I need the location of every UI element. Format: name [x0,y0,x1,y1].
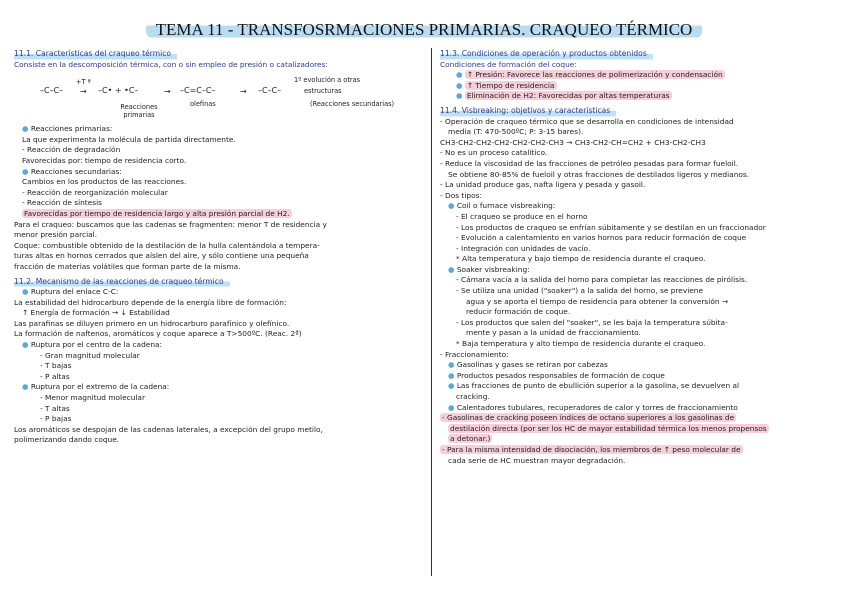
list-item: cada serie de HC muestran mayor degradación. [448,455,626,465]
bullet-icon: ● [456,91,465,101]
list-item: - Reacción de degradación [22,145,121,155]
list-item: fracción de materias volátiles que forman parte de la misma. [14,261,241,271]
list-item: - P bajas [40,414,72,424]
list-item: ● Gasolinas y gases se retiran por cabezas [448,360,608,370]
list-item: - No es un proceso catalítico. [440,148,548,158]
bullet-icon: ● [448,381,457,391]
list-item: cracking. [456,392,490,401]
list-item: ● Coil o furnace visbreaking: [448,201,556,211]
list-item: ● Soaker visbreaking: [448,264,530,274]
list-item: * Baja temperatura y alto tiempo de residencia durante el craqueo. [456,339,706,349]
list-item: La formación de naftenos, aromáticos y coque aparece a T>500ºC. (Reac. 2ª) [14,329,302,339]
bullet-icon: ● [22,382,31,392]
arrow-icon: → [240,87,247,97]
list-item: - P altas [40,371,70,381]
list-item: - Gasolinas de cracking poseen índices de octano superiores a los gasolinas de [442,413,735,423]
list-item: reducir formación de coque. [466,307,571,317]
list-item: ● Productos pesados responsables de formación de coque [448,370,665,380]
list-item: Los aromáticos se despojan de las cadenas laterales, a excepción del grupo metilo, [14,424,323,434]
list-item: - Reacción de síntesis [22,198,103,208]
list-item: - Operación de craqueo térmico que se desarrolla en condiciones de intensidad [440,116,734,126]
evolution-label: 1º evolución a otras [294,76,361,85]
bullet-icon: ● [448,360,457,370]
list-item: - Dos tipos: [440,190,482,200]
list-item: * Alta temperatura y bajo tiempo de residencia durante el craqueo. [456,254,706,264]
bullet-icon: ● [456,80,465,90]
list-item: - Cámara vacía a la salida del horno para completar las reacciones de pirólisis. [456,275,748,285]
list-item: ● Reacciones secundarias: [22,166,122,176]
heat-label: +T ª [76,78,91,87]
list-item: mente y pasan a la unidad de fraccionamiento. [466,328,641,338]
list-item: La que experimenta la molécula de partida directamente. [22,134,236,144]
section-heading: 11.2. Mecanismo de las reacciones de craqueo térmico [14,277,230,288]
list-item: menor presión parcial. [14,230,98,240]
list-item: a detonar.) [450,434,491,444]
bullet-icon: ● [448,402,457,412]
molecule-1: –C–C– [40,86,64,96]
bullet-icon: ● [22,166,31,176]
list-item: - Integración con unidades de vacío. [456,243,591,253]
list-item: Coque: combustible obtenido de la destilación de la hulla calentándola a tempera- [14,240,320,250]
molecule-4: –C–C– [258,86,282,96]
section-heading: 11.4. Visbreaking: objetivos y características [440,106,616,117]
list-item: Favorecidas por: tiempo de residencia corto. [22,155,187,165]
definition-text: Consiste en la descomposición térmica, con o sin empleo de presión o catalizadores: [14,59,328,69]
list-item: polimerizando dando coque. [14,435,120,445]
bullet-icon: ● [22,340,31,350]
list-item: - T altas [40,403,70,413]
cracking-diagram [14,70,424,124]
list-item: Cambios en los productos de las reacciones. [22,177,187,187]
molecule-2: –C• + •C– [98,86,139,96]
structures-label: estructuras [304,87,342,96]
right-column [440,49,840,466]
column-divider [431,48,432,576]
list-item: ● Calentadores tubulares, recuperadores de calor y torres de fraccionamiento [448,402,738,412]
list-item: - Se utiliza una unidad ("soaker") a la salida del horno, se previene [456,286,704,296]
list-item: Para el craqueo: buscamos que las cadenas se fragmenten: menor T de residencia y [14,219,327,229]
list-item: Favorecidas por tiempo de residencia largo y alta presión parcial de H2. [24,208,290,218]
left-column [14,49,424,446]
list-item: ● ↑ Tiempo de residencia [456,80,555,90]
list-item: agua y se aporta el tiempo de residencia para obtener la conversión → [466,296,729,306]
list-item: ● ↑ Presión: Favorece las reacciones de polimerización y condensación [456,70,723,80]
primary-reactions-label: Reacciones primarias [120,103,158,120]
list-item: - Para la misma intensidad de disociación, los miembros de ↑ peso molecular de [442,444,741,454]
list-item: - T bajas [40,361,72,371]
list-item: - Reduce la viscosidad de las fracciones de petróleo pesadas para formar fueloil. [440,158,739,168]
list-item: - Los productos que salen del "soaker", se les baja la temperatura súbita- [456,317,728,327]
list-item: media (T: 470-500ºC; P: 3-15 bares). [448,127,584,137]
list-item: - Menor magnitud molecular [40,393,146,403]
list-item: turas altas en hornos cerrados que aíslen del aire, y sólo contiene una pequeña [14,251,309,261]
list-item: - Los productos de craqueo se enfrían súbitamente y se destilan en un fraccionador [456,222,766,232]
secondary-reactions-label: (Reacciones secundarias) [310,100,395,109]
list-item: La estabilidad del hidrocarburo depende de la energía libre de formación: [14,297,287,307]
list-item: ● Ruptura por el centro de la cadena: [22,340,163,350]
list-item: - Evolución a calentamiento en varios hornos para reducir formación de coque [456,233,747,243]
list-item: ↑ Energía de formación → ↓ Estabilidad [22,308,170,318]
bullet-icon: ● [448,370,457,380]
olefins-label: olefinas [190,100,216,109]
list-item: ● Ruptura por el extremo de la cadena: [22,382,170,392]
list-item: Se obtiene 80-85% de fueloil y otras fracciones de destilados ligeros y medianos. [448,169,750,179]
arrow-icon: → [80,87,87,97]
list-item: destilación directa (por ser los HC de mayor estabilidad térmica los menos propensos [450,423,767,433]
molecule-3: –C=C–C– [180,86,216,96]
list-item: - La unidad produce gas, nafta ligera y pesada y gasoil. [440,180,646,190]
bullet-icon: ● [448,201,457,211]
section-heading: 11.1. Características del craqueo térmico [14,49,177,60]
bullet-icon: ● [22,124,31,134]
arrow-icon: → [164,87,171,97]
list-item: ● Eliminación de H2: Favorecidas por altas temperaturas [456,91,670,101]
list-item: ● Las fracciones de punto de ebullición superior a la gasolina, se devuelven al [448,381,740,391]
bullet-icon: ● [448,264,457,274]
bullet-icon: ● [22,287,31,297]
list-item: ● Ruptura del enlace C-C: [22,287,119,297]
list-item: Las parafinas se diluyen primero en un hidrocarburo parafínico y olefínico. [14,318,290,328]
page-title: TEMA 11 - TRANSFOSRMACIONES PRIMARIAS. CRAQUEO TÉRMICO [0,20,848,40]
list-item: ● Reacciones primarias: [22,124,113,134]
subheading: Condiciones de formación del coque: [440,59,577,69]
list-item: - Reacción de reorganización molecular [22,187,168,197]
list-item: - Gran magnitud molecular [40,350,140,360]
section-heading: 11.3. Condiciones de operación y productos obtenidos [440,49,653,60]
bullet-icon: ● [456,70,465,80]
list-item: - Fraccionamiento: [440,349,509,359]
reaction-equation: CH3-CH2-CH2-CH2-CH2-CH2-CH3 → CH3-CH2-CH=CH2 + CH3-CH2-CH3 [440,137,706,147]
list-item: - El craqueo se produce en el horno [456,211,588,221]
